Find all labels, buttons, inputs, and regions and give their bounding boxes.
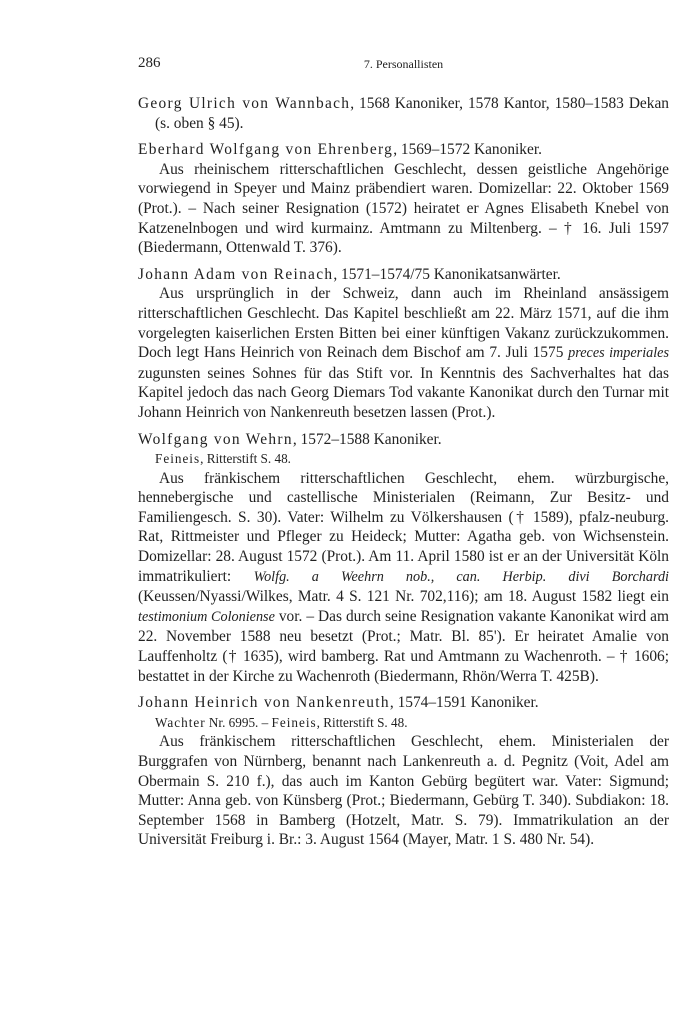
person-name: Wolfgang von Wehrn [138,430,293,448]
entry-heading [138,430,669,450]
entry-dates: , 1568 Kanoniker, 1578 Kantor, 1580–1583 Dekan (s. oben § 45). [155,95,669,132]
literature-author: Feineis [155,451,201,467]
person-name: Georg Ulrich von Wannbach [138,95,351,112]
entry-heading [138,140,669,160]
italic-quote: testimonium Coloniense [138,608,275,625]
entry [138,430,669,687]
entry-heading [138,693,669,713]
entry-dates: , 1574–1591 Kanoniker. [389,694,539,712]
entry-heading [138,94,669,133]
paragraph-text: vor. – Das durch seine Resignation vakante Kanonikat wird am 22. November 1588 neu besetzt (Prot.; Matr. Bl. 85'). Er heiratet Amalie von Lauffenholtz († 1635), wird bamberg. Rat und Amtmann zu Wachenroth. – † 1606; bestattet in der Kirche zu Wachenroth (Biedermann, Rhön/Werra T. 425B). [138,607,669,685]
entry-heading [138,265,669,285]
running-head: 7. Personallisten [363,57,444,71]
italic-quote: Wolfg. a Weehrn nob., can. Herbip. divi Borchardi [253,568,669,585]
entry [138,140,669,258]
entry-paragraph [138,469,669,687]
paragraph-text: Aus rheinischem ritterschaftlichen Geschlecht, dessen geistliche Angehörige vorwiegend in Speyer und Mainz präbendiert waren. Domizellar: 22. Oktober 1569 (Prot.). – Nach seiner Resignation (1572) heiratet er Agnes Elisabeth Knebel von Katzenelnbogen und wird kurmainz. Amtmann zu Miltenberg. – † 16. Juli 1597 (Biedermann, Ottenwald T. 376). [138,160,669,257]
paragraph-text: Aus fränkischem ritterschaftlichen Geschlecht, ehem. würzburgische, hennebergische und castellische Ministerialen (Reimann, Zur Besitz- und Familiengesch. S. 30). Vater: Wilhelm zu Völkershausen († 1589), pfalz-neuburg. Rat, Rittmeister und Pfleger zu Heideck; Mutter: Agatha geb. von Wichsenstein. Domizellar: 28. August 1572 (Prot.). Am 11. April 1580 ist er an der Universität Köln immatrikuliert: [138,469,669,585]
literature-author: Wachter [155,714,206,730]
entry [138,693,669,850]
paragraph-text: (Keussen/Nyassi/Wilkes, Matr. 4 S. 121 Nr. 702,116); am 18. August 1582 liegt ein [138,588,669,606]
person-name: Eberhard Wolfgang von Ehrenberg [138,141,394,159]
entry-dates: , 1572–1588 Kanoniker. [292,430,442,448]
entry-dates: , 1569–1572 Kanoniker. [393,141,542,159]
literature-text: , Ritterstift S. 48. [200,451,291,467]
page-header [138,55,669,77]
entry [138,94,669,133]
entry-paragraph [138,732,669,850]
literature-reference [155,449,669,469]
italic-quote: preces imperiales [568,345,670,362]
paragraph-text: Aus ursprünglich in der Schweiz, dann auch im Rheinland ansässigem ritterschaftlichen Geschlecht. Das Kapitel beschließt am 22. März 1571, auf die ihm vorgelegten kaiserlichen Ersten Bitten bei einer künftigen Vakanz zurückzukommen. Doch legt Hans Heinrich von Reinach dem Bischof am 7. Juli 1575 [138,285,669,362]
entry [138,265,669,423]
literature-reference [155,713,669,733]
entry-paragraph [138,160,669,258]
person-name: Johann Heinrich von Nankenreuth [138,694,390,712]
entries-body [138,94,669,857]
paragraph-text: Aus fränkischem ritterschaftlichen Geschlecht, ehem. Ministerialen der Burggrafen von Nürnberg, benannt nach Lankenreuth a. d. Pegnitz (Voit, Adel am Obermain S. 210 f.), das auch im Kanton Gebürg begütert war. Vater: Sigmund; Mutter: Anna geb. von Künsberg (Prot.; Biedermann, Gebürg T. 340). Subdiakon: 18. September 1568 in Bamberg (Hotzelt, Matr. S. 79). Immatrikulation an der Universität Freiburg i. Br.: 3. August 1564 (Mayer, Matr. 1 S. 480 Nr. 54). [138,733,669,849]
literature-text: Nr. 6995. – [205,714,272,730]
literature-text: , Ritterstift S. 48. [316,714,408,730]
entry-dates: , 1571–1574/75 Kanonikatsanwärter. [333,265,561,283]
page-number: 286 [138,55,161,71]
person-name: Johann Adam von Reinach [138,265,334,283]
paragraph-text: zugunsten seines Sohnes für das Stift vor. In Kenntnis des Sachverhaltes hat das Kapitel jedoch das nach Georg Diemars Tod vakante Kanonikat durch den Turnar mit Johann Heinrich von Nankenreuth besetzen lassen (Prot.). [138,364,669,421]
entry-paragraph [138,284,669,422]
literature-author: Feineis [271,714,317,730]
